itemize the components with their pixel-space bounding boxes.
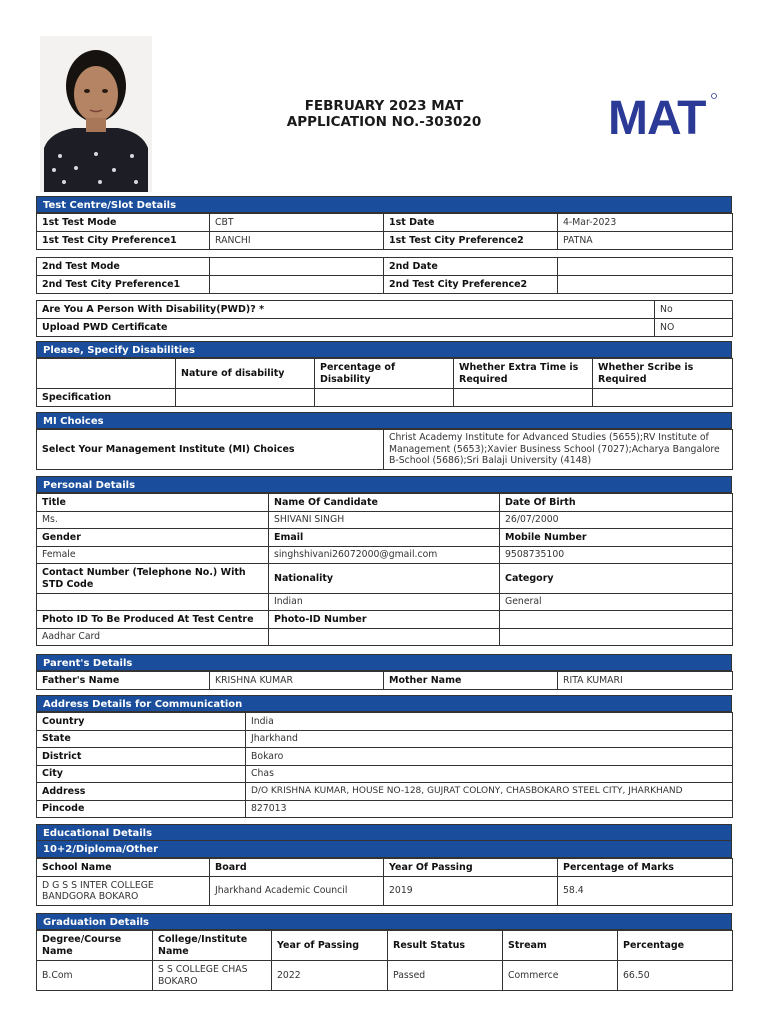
- mi-section: [36, 412, 732, 470]
- header-college: College/Institute Name: [153, 931, 272, 961]
- table-row: [37, 629, 733, 646]
- table-row: [37, 430, 733, 470]
- value-college: S S COLLEGE CHAS BOKARO: [153, 961, 272, 991]
- label-country: Country: [37, 713, 246, 731]
- table-row: [37, 276, 733, 294]
- label-mi-choices: Select Your Management Institute (MI) Choices: [37, 430, 384, 470]
- value-nature: [176, 389, 315, 407]
- header-nature: Nature of disability: [176, 359, 315, 389]
- label-photo-id-number: Photo-ID Number: [269, 611, 500, 629]
- section-heading: Parent's Details: [36, 654, 732, 671]
- value-2nd-city-pref-1: [210, 276, 384, 294]
- value-stream: Commerce: [503, 961, 618, 991]
- value-pwd-certificate: NO: [655, 319, 733, 337]
- table-row: [37, 877, 733, 906]
- address-section: [36, 695, 732, 818]
- table-row: [37, 301, 733, 319]
- mat-logo: [606, 88, 722, 140]
- parents-section: [36, 654, 732, 690]
- table-row: [37, 547, 733, 564]
- graduation-section: [36, 913, 732, 991]
- table-row: [37, 594, 733, 611]
- table-row: [37, 672, 733, 690]
- label-1st-date: 1st Date: [384, 214, 558, 232]
- value-2nd-city-pref-2: [558, 276, 733, 294]
- value-empty: [500, 629, 733, 646]
- table-row: [37, 319, 733, 337]
- table-row: [37, 801, 733, 818]
- second-test-table: [36, 257, 733, 294]
- value-email: singhshivani26072000@gmail.com: [269, 547, 500, 564]
- table-row: [37, 214, 733, 232]
- value-mother-name: RITA KUMARI: [558, 672, 733, 690]
- value-category: General: [500, 594, 733, 611]
- table-row: [37, 389, 733, 407]
- value-year-of-passing: 2019: [384, 877, 558, 906]
- header-percentage: Percentage of Disability: [315, 359, 454, 389]
- label-2nd-city-pref-1: 2nd Test City Preference1: [37, 276, 210, 294]
- table-row: [37, 529, 733, 547]
- label-pincode: Pincode: [37, 801, 246, 818]
- personal-section: [36, 476, 732, 646]
- value-scribe: [593, 389, 733, 407]
- value-country: India: [246, 713, 733, 731]
- value-result: Passed: [388, 961, 503, 991]
- education-table: [36, 858, 733, 906]
- value-year: 2022: [272, 961, 388, 991]
- header-school-name: School Name: [37, 859, 210, 877]
- table-row: [37, 961, 733, 991]
- table-row: [37, 564, 733, 594]
- svg-text:MAT: MAT: [608, 92, 706, 140]
- title-line-1: FEBRUARY 2023 MAT: [304, 98, 464, 114]
- header-degree: Degree/Course Name: [37, 931, 153, 961]
- label-city-pref-1: 1st Test City Preference1: [37, 232, 210, 250]
- personal-table: [36, 493, 733, 646]
- label-address: Address: [37, 783, 246, 801]
- section-heading: Graduation Details: [36, 913, 732, 930]
- header-scribe: Whether Scribe is Required: [593, 359, 733, 389]
- value-address: D/O KRISHNA KUMAR, HOUSE NO-128, GUJRAT COLONY, CHASBOKARO STEEL CITY, JHARKHAND: [246, 783, 733, 801]
- test-centre-table: [36, 213, 733, 250]
- header-extra-time: Whether Extra Time is Required: [454, 359, 593, 389]
- value-city: Chas: [246, 766, 733, 783]
- section-subheading: 10+2/Diploma/Other: [36, 841, 732, 858]
- value-board: Jharkhand Academic Council: [210, 877, 384, 906]
- label-specification: Specification: [37, 389, 176, 407]
- value-percentage: 66.50: [618, 961, 733, 991]
- label-2nd-test-mode: 2nd Test Mode: [37, 258, 210, 276]
- table-row: [37, 766, 733, 783]
- mi-table: [36, 429, 733, 470]
- candidate-photo-image: [40, 36, 152, 192]
- label-title: Title: [37, 494, 269, 512]
- label-name: Name Of Candidate: [269, 494, 500, 512]
- value-degree: B.Com: [37, 961, 153, 991]
- value-father-name: KRISHNA KUMAR: [210, 672, 384, 690]
- table-row: [37, 713, 733, 731]
- disabilities-table: [36, 358, 733, 407]
- value-pincode: 827013: [246, 801, 733, 818]
- table-row: [37, 512, 733, 529]
- value-1st-date: 4-Mar-2023: [558, 214, 733, 232]
- label-contact-number: Contact Number (Telephone No.) With STD Code: [37, 564, 269, 594]
- table-row: [37, 258, 733, 276]
- section-heading: Educational Details: [36, 824, 732, 841]
- disabilities-section: [36, 341, 732, 407]
- label-nationality: Nationality: [269, 564, 500, 594]
- value-mobile: 9508735100: [500, 547, 733, 564]
- value-photo-id-number: [269, 629, 500, 646]
- label-2nd-city-pref-2: 2nd Test City Preference2: [384, 276, 558, 294]
- header-percentage: Percentage: [618, 931, 733, 961]
- pwd-section: [36, 300, 732, 337]
- label-father-name: Father's Name: [37, 672, 210, 690]
- section-heading: Personal Details: [36, 476, 732, 493]
- header-year-of-passing: Year Of Passing: [384, 859, 558, 877]
- header-blank: [37, 359, 176, 389]
- graduation-table: [36, 930, 733, 991]
- address-table: [36, 712, 733, 818]
- section-heading: Address Details for Communication: [36, 695, 732, 712]
- education-section: [36, 824, 732, 906]
- header-year: Year of Passing: [272, 931, 388, 961]
- value-contact-number: [37, 594, 269, 611]
- value-state: Jharkhand: [246, 731, 733, 748]
- value-school-name: D G S S INTER COLLEGE BANDGORA BOKARO: [37, 877, 210, 906]
- label-city: City: [37, 766, 246, 783]
- label-pwd-certificate: Upload PWD Certificate: [37, 319, 655, 337]
- pwd-table: [36, 300, 733, 337]
- label-state: State: [37, 731, 246, 748]
- value-2nd-date: [558, 258, 733, 276]
- label-pwd: Are You A Person With Disability(PWD)? *: [37, 301, 655, 319]
- value-city-pref-2: PATNA: [558, 232, 733, 250]
- page-title: [248, 98, 520, 130]
- title-line-2: APPLICATION NO.-303020: [286, 114, 482, 130]
- table-row: [37, 731, 733, 748]
- value-dob: 26/07/2000: [500, 512, 733, 529]
- value-extra-time: [454, 389, 593, 407]
- label-dob: Date Of Birth: [500, 494, 733, 512]
- value-mi-choices: Christ Academy Institute for Advanced Studies (5655);RV Institute of Management (5653);Xavier Business School (7027);Acharya Bangalore B-School (5686);Sri Balaji University (4148): [384, 430, 733, 470]
- label-mobile: Mobile Number: [500, 529, 733, 547]
- table-row: [37, 494, 733, 512]
- value-2nd-test-mode: [210, 258, 384, 276]
- label-gender: Gender: [37, 529, 269, 547]
- label-category: Category: [500, 564, 733, 594]
- header-percentage-marks: Percentage of Marks: [558, 859, 733, 877]
- table-header-row: [37, 931, 733, 961]
- value-nationality: Indian: [269, 594, 500, 611]
- value-photo-id: Aadhar Card: [37, 629, 269, 646]
- label-mother-name: Mother Name: [384, 672, 558, 690]
- value-name: SHIVANI SINGH: [269, 512, 500, 529]
- label-2nd-date: 2nd Date: [384, 258, 558, 276]
- value-district: Bokaro: [246, 748, 733, 766]
- label-city-pref-2: 1st Test City Preference2: [384, 232, 558, 250]
- test-centre-section: [36, 196, 732, 250]
- header-result: Result Status: [388, 931, 503, 961]
- header-board: Board: [210, 859, 384, 877]
- value-gender: Female: [37, 547, 269, 564]
- table-row: [37, 748, 733, 766]
- header-stream: Stream: [503, 931, 618, 961]
- section-heading: Please, Specify Disabilities: [36, 341, 732, 358]
- label-photo-id: Photo ID To Be Produced At Test Centre: [37, 611, 269, 629]
- value-title: Ms.: [37, 512, 269, 529]
- label-empty: [500, 611, 733, 629]
- label-1st-test-mode: 1st Test Mode: [37, 214, 210, 232]
- section-heading: Test Centre/Slot Details: [36, 196, 732, 213]
- label-district: District: [37, 748, 246, 766]
- table-row: [37, 232, 733, 250]
- label-email: Email: [269, 529, 500, 547]
- value-percentage-marks: 58.4: [558, 877, 733, 906]
- value-percentage: [315, 389, 454, 407]
- candidate-photo: [40, 36, 152, 192]
- value-city-pref-1: RANCHI: [210, 232, 384, 250]
- table-row: [37, 783, 733, 801]
- table-header-row: [37, 359, 733, 389]
- second-test-section: [36, 257, 732, 294]
- table-row: [37, 611, 733, 629]
- value-1st-test-mode: CBT: [210, 214, 384, 232]
- section-heading: MI Choices: [36, 412, 732, 429]
- parents-table: [36, 671, 733, 690]
- table-header-row: [37, 859, 733, 877]
- value-pwd: No: [655, 301, 733, 319]
